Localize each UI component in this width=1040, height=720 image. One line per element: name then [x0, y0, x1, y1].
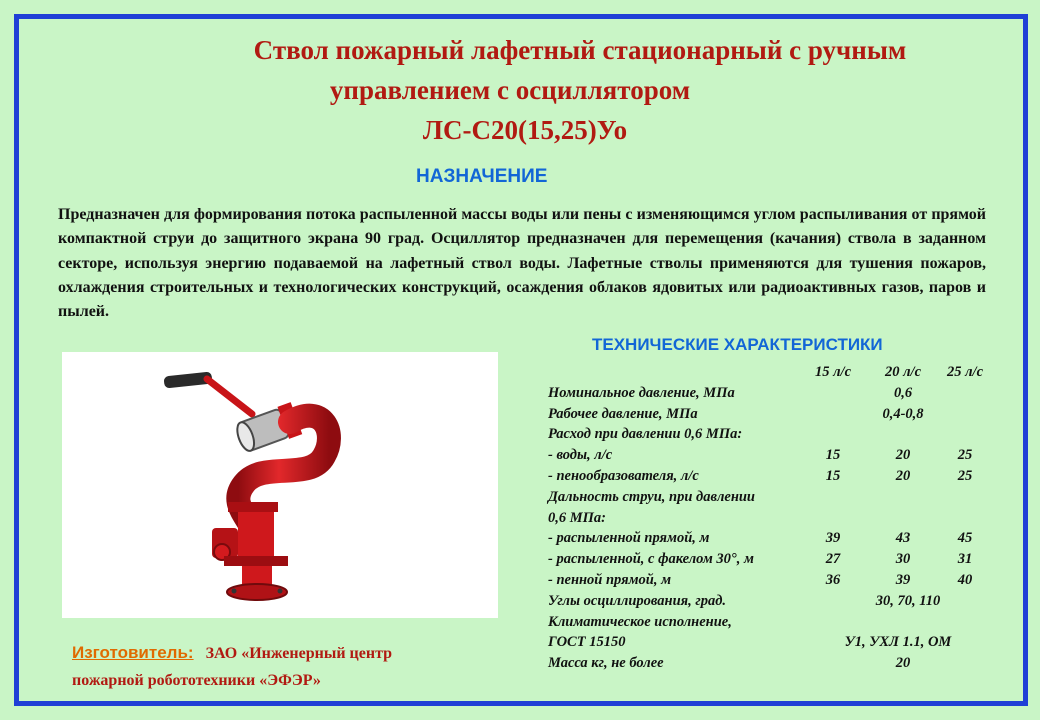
spec-row — [548, 487, 1008, 508]
spec-row — [548, 591, 1008, 612]
spec-value: 0,6 — [893, 384, 913, 401]
fire-monitor-illustration — [62, 352, 498, 618]
product-image — [62, 352, 498, 618]
title-line-1: Ствол пожарный лафетный стационарный с ручным — [253, 35, 907, 65]
spec-value: 39 — [895, 571, 911, 588]
spec-row — [548, 383, 1008, 404]
spec-label: Рабочее давление, МПа — [548, 405, 698, 422]
manufacturer-line-1: ЗАО «Инженерный центр — [205, 645, 393, 662]
spec-label: Расход при давлении 0,6 МПа: — [548, 426, 743, 443]
title-line-2: управлением с осциллятором — [329, 75, 691, 105]
spec-value: 27 — [825, 551, 841, 568]
spec-label: ГОСТ 15150 — [548, 634, 626, 651]
spec-value: 25 — [957, 447, 973, 464]
spec-value: 36 — [825, 571, 841, 588]
manufacturer-label: Изготовитель: — [72, 643, 194, 662]
manufacturer — [72, 639, 502, 694]
spec-row — [548, 508, 1008, 529]
manufacturer-line-2: пожарной робототехники «ЭФЭР» — [72, 672, 321, 689]
spec-value: 45 — [957, 530, 973, 547]
col-header: 20 л/с — [884, 364, 922, 380]
page-title — [60, 30, 1020, 150]
spec-label: - распыленной прямой, м — [548, 530, 710, 547]
spec-value: 31 — [957, 551, 973, 568]
spec-label: Дальность струи, при давлении — [548, 488, 755, 505]
spec-value: 39 — [825, 530, 841, 547]
purpose-text: Предназначен для формирования потока распыленной массы воды или пены с изменяющимся углом распыливания от прямой компактной струи до защитного экрана 90 град. Осциллятор предназначен для перемещения (качания) ствола в заданном секторе, используя энергию подаваемой на лафетный ствол воды. Лафетные стволы применяются для тушения пожаров, охлаждения строительных и технологических конструкций, осаждения облаков ядовитых или радиоактивных газов, паров и пылей. — [58, 206, 986, 321]
spec-row — [548, 528, 1008, 549]
spec-value: 20 — [895, 655, 911, 672]
purpose-heading: НАЗНАЧЕНИЕ — [416, 166, 548, 187]
spec-label: Масса кг, не более — [548, 655, 664, 672]
spec-label: - пенообразователя, л/с — [548, 467, 699, 484]
spec-label: - воды, л/с — [548, 447, 613, 464]
spec-value: 15 — [825, 447, 841, 464]
spec-label: 0,6 МПа: — [548, 509, 606, 526]
spec-value: 25 — [957, 467, 973, 484]
spec-value: 15 — [825, 467, 841, 484]
col-header: 25 л/с — [946, 364, 984, 380]
spec-value: 20 — [895, 447, 911, 464]
spec-row — [548, 612, 1008, 633]
specs-header-row — [548, 362, 1008, 383]
spec-value: 0,4-0,8 — [882, 405, 924, 422]
col-header: 15 л/с — [814, 364, 852, 380]
spec-value: 30 — [895, 551, 911, 568]
spec-row — [548, 570, 1008, 591]
spec-value: 20 — [895, 467, 911, 484]
spec-label: - распыленной, с факелом 30°, м — [548, 551, 754, 568]
spec-row — [548, 549, 1008, 570]
title-line-3: ЛС-С20(15,25)Уо — [422, 115, 628, 145]
specs-table — [548, 362, 1008, 674]
spec-value: 30, 70, 110 — [875, 592, 941, 609]
spec-label: Углы осциллирования, град. — [548, 592, 727, 609]
specs-heading: ТЕХНИЧЕСКИЕ ХАРАКТЕРИСТИКИ — [592, 335, 883, 354]
spec-row — [548, 632, 1008, 653]
spec-row — [548, 445, 1008, 466]
spec-row — [548, 424, 1008, 445]
spec-value: У1, УХЛ 1.1, ОМ — [844, 634, 952, 651]
spec-row — [548, 404, 1008, 425]
spec-row — [548, 466, 1008, 487]
spec-label: Климатическое исполнение, — [548, 613, 732, 630]
spec-value: 40 — [957, 571, 973, 588]
spec-row — [548, 653, 1008, 674]
spec-value: 43 — [895, 530, 911, 547]
spec-label: Номинальное давление, МПа — [548, 384, 735, 401]
spec-label: - пенной прямой, м — [548, 571, 672, 588]
